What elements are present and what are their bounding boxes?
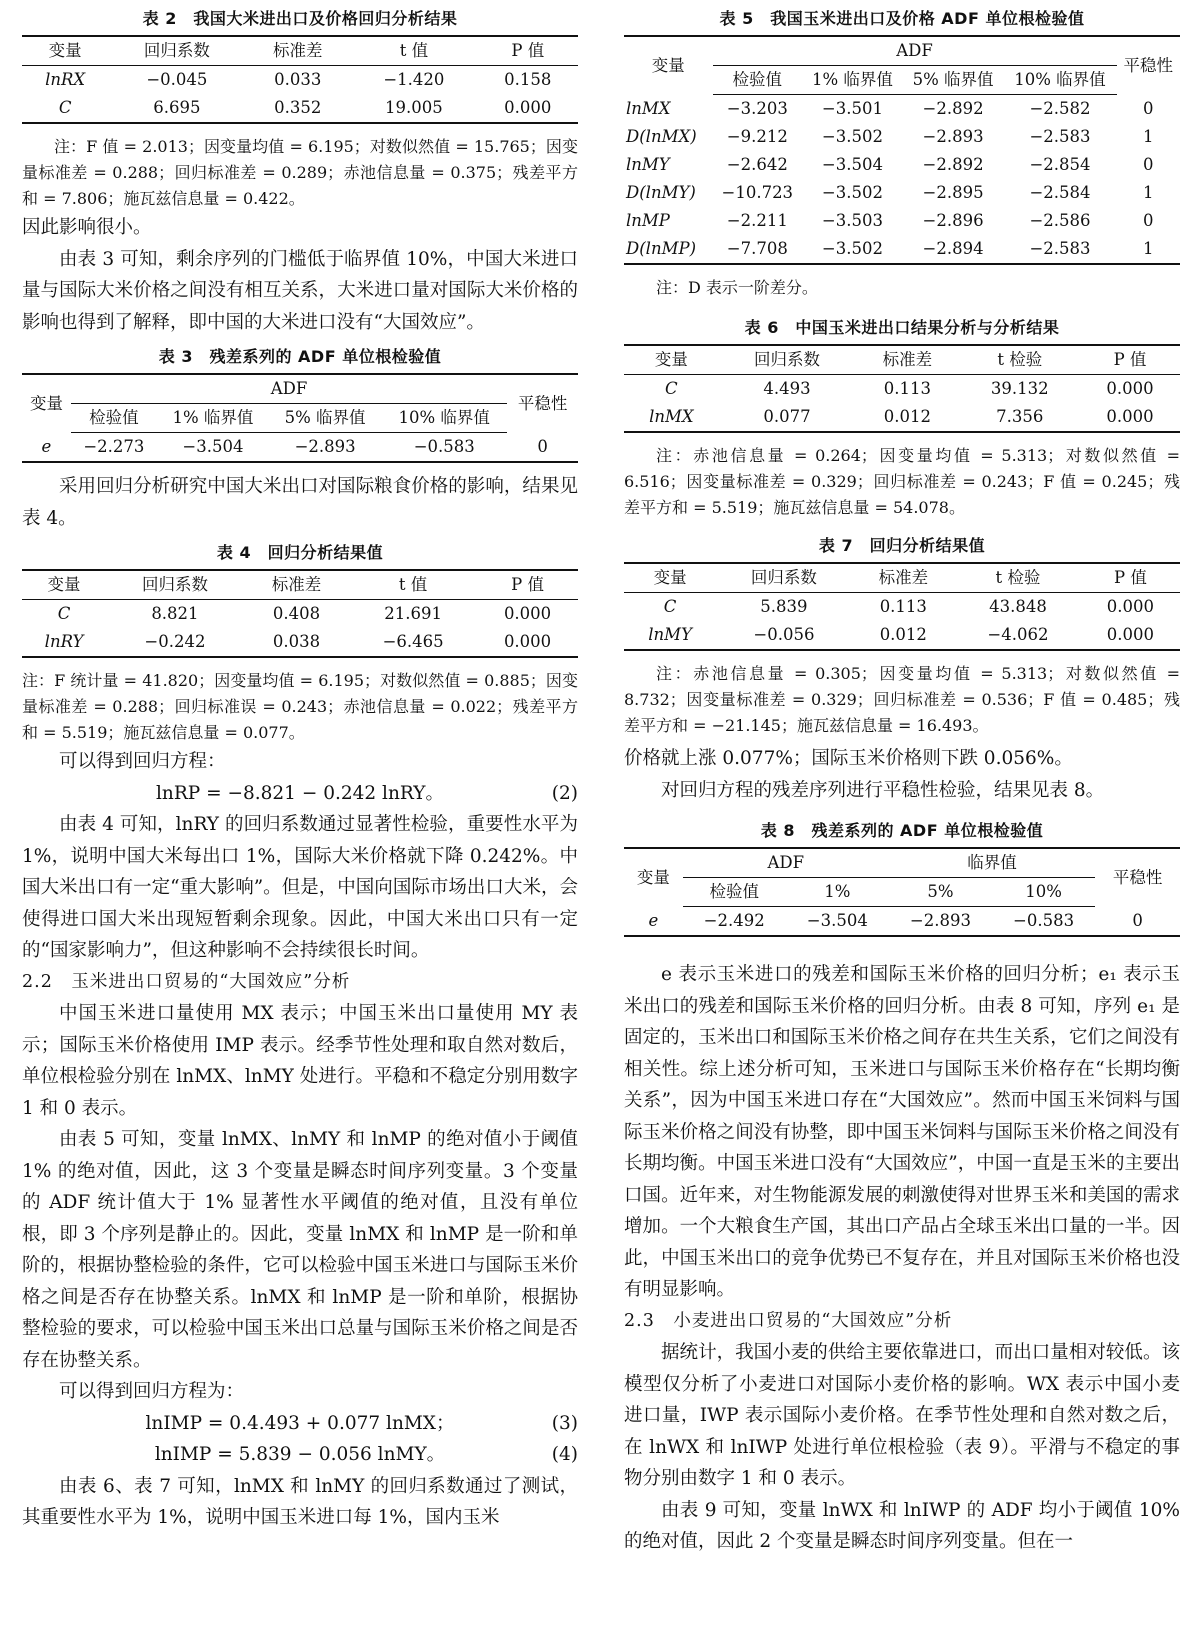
table-cell: −0.242 [106,628,244,657]
table7-caption: 表 7 回归分析结果值 [818,536,986,555]
table-cell: 4.493 [763,379,811,398]
table2-header: 变量 [22,36,108,66]
table-cell: 1 [1143,127,1154,146]
paragraph: 据统计，我国小麦的供给主要依靠进口，而出口量相对较低。该模型仅分析了小麦进口对国际小麦价格的影响。WX 表示中国小麦进口量，IWP 表示国际小麦价格。在季节性处理和自然对数之后，在 lnWX 和 lnIWP 处进行单位根检验（表 9）。平滑与不稳定的事物分别由数字 1 和 0 表示。 [624,1342,1180,1489]
table-cell: 0.000 [1080,403,1180,432]
table-cell: −2.893 [269,433,381,463]
table-cell: −1.420 [383,70,445,89]
table-cell: 0.000 [503,604,552,623]
table4-caption: 表 4 回归分析结果值 [216,543,384,562]
table-cell: 0.000 [1106,379,1154,398]
table5-header: 变量 [624,36,713,95]
table7-header: 标准差 [852,563,955,593]
table-cell: −3.501 [821,99,883,118]
table4-note: 注：F 统计量 = 41.820；因变量均值 = 6.195；对数似然值 = 0.885；因变量标准差 = 0.288；回归标准误 = 0.243；赤池信息量 = 0.022；残差平方和 = 5.519；施瓦兹信息量 = 0.077。 [22,671,578,742]
table-cell: −2.893 [889,907,992,937]
table6-header: P 值 [1080,345,1180,375]
table-cell: −3.502 [821,183,883,202]
table8-header: 临界值 [889,848,1095,878]
table-cell: 0.038 [244,628,349,657]
table7-note: 注：赤池信息量 = 0.305；因变量均值 = 5.313；对数似然值 = 8.732；因变量标准差 = 0.329；回归标准差 = 0.536；F 值 = 0.485；残差平方和 = −21.145；施瓦兹信息量 = 16.493。 [624,664,1180,735]
table-cell: −10.723 [721,183,794,202]
table8-subheader: 10% [992,878,1095,907]
table4-header: 标准差 [244,570,349,600]
table7-header: P 值 [1081,563,1180,593]
table5-note: 注：D 表示一阶差分。 [656,278,818,297]
table6-caption: 表 6 中国玉米进出口结果分析与分析结果 [744,318,1060,337]
paragraph: 因此影响很小。 [22,217,152,238]
table-cell: −7.708 [713,235,803,264]
table-cell: 0 [1143,211,1154,230]
table5-subheader: 检验值 [713,66,803,95]
table-cell: lnMP [626,211,670,230]
table-cell: lnRY [22,628,106,657]
table-cell: −2.582 [1029,99,1091,118]
table-cell: 21.691 [384,604,442,623]
table2 [22,35,578,124]
table-cell: −3.502 [802,235,903,264]
equation-3 [22,1408,578,1440]
table-row [624,403,1180,432]
table6-header: 标准差 [855,345,959,375]
table-cell: −3.503 [821,211,883,230]
table-cell: −0.045 [146,70,208,89]
table4 [22,569,578,658]
table-cell: 0.000 [1081,621,1180,650]
table-row [624,235,1180,264]
right-column [624,0,1180,1558]
section-heading: 2.3 小麦进出口贸易的“大国效应”分析 [624,1310,953,1331]
table-row [624,179,1180,207]
paragraph: 对回归方程的残差序列进行平稳性检验，结果见表 8。 [661,779,1105,801]
table6-note: 注：赤池信息量 = 0.264；因变量均值 = 5.313；对数似然值 = 6.516；因变量标准差 = 0.329；回归标准差 = 0.243；F 值 = 0.245；残差平方和 = 5.519；施瓦兹信息量 = 54.078。 [624,446,1180,517]
table-row [22,94,578,123]
table-cell: D(lnMX) [626,127,697,146]
table-cell: 1 [1117,235,1180,264]
table-cell: −2.894 [903,235,1004,264]
table2-header: 回归系数 [108,36,245,66]
table-row [22,66,578,95]
table3-subheader: 10% 临界值 [381,404,507,433]
equation-number: (3) [551,1412,578,1434]
table-cell: D(lnMP) [624,235,713,264]
table5-subheader: 1% 临界值 [802,66,903,95]
table-cell: lnMX [626,98,671,118]
table6-header: 变量 [624,345,719,375]
table-cell: 0 [1143,98,1154,118]
table-cell: lnMY [626,155,670,174]
table-cell: −3.203 [726,99,788,118]
table-cell: −2.492 [683,907,786,937]
paragraph: 由表 9 可知，变量 lnWX 和 lnIWP 的 ADF 均小于阈值 10% 的绝对值，因此 2 个变量是瞬态时间序列变量。但在一 [624,1499,1180,1552]
paragraph: 由表 5 可知，变量 lnMX、lnMY 和 lnMP 的绝对值小于阈值 1% 的绝对值，因此，这 3 个变量是瞬态时间序列变量。3 个变量的 ADF 统计值大于 1% 显著性水平阈值的绝对值，且没有单位根，即 3 个序列是静止的。因此，变量 lnMX 和 lnMP 是一阶和单阶的，根据协整检验的条件，它可以检验中国玉米进口与国际玉米价格之间是否存在协整关系。lnMX 和 lnMP 是一阶和单阶，根据协整检验的要求，可以检验中国玉米出口总量与国际玉米价格之间是否存在协整关系。 [22,1129,578,1371]
section-heading: 2.2 玉米进出口贸易的“大国效应”分析 [22,971,351,992]
equation-number: (4) [551,1444,578,1465]
table-cell: −3.504 [157,433,269,463]
table6-header: 回归系数 [719,345,856,375]
table5-subheader: 10% 临界值 [1003,66,1116,95]
table6 [624,344,1180,433]
table-cell: −9.212 [726,127,788,146]
table6-header: t 检验 [960,345,1080,375]
table-cell: −2.584 [1029,183,1091,202]
table-cell: 8.821 [151,604,199,623]
table5-header: ADF [713,36,1117,66]
table-cell: −2.892 [922,155,984,174]
paragraph: 由表 4 可知，lnRY 的回归系数通过显著性检验，重要性水平为 1%，说明中国大米每出口 1%，国际大米价格就下降 0.242%。中国大米出口有一定“重大影响”。但是，中国向国际市场出口大米，会使得进口国大米出现短暂剩余现象。因此，中国大米出口只有一定的“国家影响力”，但这种影响不会持续很长时间。 [22,814,578,961]
table3-header: 平稳性 [507,374,578,433]
table7-header: 回归系数 [716,563,851,593]
table-row [624,593,1180,622]
table-cell: 0 [507,433,578,463]
paragraph: 采用回归分析研究中国大米出口对国际粮食价格的影响，结果见表 4。 [22,476,578,529]
paragraph: 可以得到回归方程： [59,751,226,772]
table-cell: −2.583 [1003,235,1116,264]
table8 [624,847,1180,937]
paragraph: 价格就上涨 0.077%；国际玉米价格则下跌 0.056%。 [624,748,1073,769]
table-row [624,123,1180,151]
table-cell: −2.895 [922,183,984,202]
table7 [624,562,1180,651]
table-row [22,600,578,629]
table-cell: 0.352 [245,94,350,123]
table-row [624,207,1180,235]
table3-header: ADF [71,374,507,404]
table-cell: −2.893 [922,127,984,146]
equation-4 [22,1439,578,1471]
table8-subheader: 1% [786,878,889,907]
table2-header: 标准差 [245,36,350,66]
table-cell: −3.504 [786,907,889,937]
table-row [624,151,1180,179]
table8-subheader: 检验值 [683,878,786,907]
paragraph: 可以得到回归方程为： [59,1381,245,1402]
table-cell: −0.056 [716,621,851,650]
table-cell: 0 [1143,155,1154,174]
table-cell: −2.211 [726,211,788,230]
equation-2 [22,778,578,810]
table8-header: ADF [683,848,889,878]
table-cell: 0.000 [477,628,578,657]
table-row [624,375,1180,404]
table3-subheader: 5% 临界值 [269,404,381,433]
table8-header: 平稳性 [1095,848,1180,907]
table-cell: D(lnMY) [626,183,696,202]
table-cell: −2.854 [1029,155,1091,174]
table7-header: 变量 [624,563,716,593]
equation-number: (2) [551,782,578,804]
table7-header: t 检验 [955,563,1081,593]
table-cell: 0.000 [1106,597,1155,616]
paragraph: 由表 6、表 7 可知，lnMX 和 lnMY 的回归系数通过了测试，其重要性水平为 1%，说明中国玉米进口每 1%，国内玉米 [22,1475,578,1528]
table-cell: 7.356 [960,403,1080,432]
table-cell: −4.062 [955,621,1081,650]
table-cell: −0.583 [381,433,507,463]
table-cell: lnMX [624,403,719,432]
paragraph: 中国玉米进口量使用 MX 表示；中国玉米出口量使用 MY 表示；国际玉米价格使用 IMP 表示。经季节性处理和取自然对数后，单位根检验分别在 lnMX、lnMY 处进行。平稳和不稳定分别用数字 1 和 0 表示。 [22,1003,578,1119]
table-cell: 0 [1095,907,1180,937]
table-cell: −2.896 [922,211,984,230]
equation-text: lnIMP = 0.4.493 + 0.077 lnMX； [145,1412,455,1434]
table-cell: 6.695 [108,94,245,123]
table3-subheader: 检验值 [71,404,157,433]
paragraph: 由表 3 可知，剩余序列的门槛低于临界值 10%，中国大米进口量与国际大米价格之间没有相互关系，大米进口量对国际大米价格的影响也得到了解释，即中国的大米进口没有“大国效应”。 [22,248,578,333]
table-row [22,628,578,657]
table-cell: −3.502 [821,127,883,146]
table4-header: t 值 [349,570,477,600]
table-cell: 0.000 [478,94,578,123]
equation-text: lnIMP = 5.839 − 0.056 lnMY。 [154,1444,446,1465]
table-cell: −0.583 [992,907,1095,937]
table-cell: 1 [1143,183,1154,202]
table-cell: e [22,433,71,463]
table-cell: 0.012 [852,621,955,650]
table-cell: −2.273 [71,433,157,463]
table4-header: 回归系数 [106,570,244,600]
table-cell: 43.848 [989,597,1047,616]
table-cell: 0.077 [719,403,856,432]
paragraph: e 表示玉米进口的残差和国际玉米价格的回归分析；e₁ 表示玉米出口的残差和国际玉米价格的回归分析。由表 8 可知，序列 e₁ 是固定的，玉米出口和国际玉米价格之间存在共生关系，它们之间没有相关性。综上述分析可知，玉米进口与国际玉米价格存在“长期均衡关系”，因为中国玉米进口存在“大国效应”。然而中国玉米饲料与国际玉米价格之间没有协整，即中国玉米饲料与国际玉米价格之间没有长期均衡。中国玉米进口没有“大国效应”，中国一直是玉米的主要出口国。近年来，对生物能源发展的刺激使得对世界玉米和美国的需求增加。一个大粮食生产国，其出口产品占全球玉米出口量的一半。因此，中国玉米出口的竞争优势已不复存在，并且对国际玉米价格也没有明显影响。 [624,964,1180,1300]
table8-subheader: 5% [889,878,992,907]
table3-caption: 表 3 残差系列的 ADF 单位根检验值 [158,347,442,366]
table2-header: P 值 [478,36,578,66]
table4-header: 变量 [22,570,106,600]
table-row [624,907,1180,937]
table-cell: 0.033 [274,70,322,89]
table8-header: 变量 [624,848,683,907]
table-cell: C [57,604,71,623]
left-column [22,0,578,1534]
table8-caption: 表 8 残差系列的 ADF 单位根检验值 [760,821,1044,840]
table-cell: −2.892 [922,99,984,118]
table-cell: 0.158 [504,70,552,89]
table2-header: t 值 [350,36,477,66]
table-cell: C [22,94,108,123]
table-row [22,433,578,463]
table-row [624,95,1180,124]
table5-caption: 表 5 我国玉米进出口及价格 ADF 单位根检验值 [719,9,1085,28]
table2-caption: 表 2 我国大米进出口及价格回归分析结果 [142,9,458,28]
table4-header: P 值 [477,570,578,600]
table-cell: 0.113 [879,597,927,616]
equation-text: lnRP = −8.821 − 0.242 lnRY。 [156,782,444,804]
table-cell: C [663,597,677,616]
table-cell: lnRX [45,70,86,89]
table-cell: 39.132 [990,379,1049,398]
table-cell: −2.586 [1029,211,1091,230]
table5-subheader: 5% 临界值 [903,66,1004,95]
table-cell: 0.408 [272,604,321,623]
table3-header: 变量 [22,374,71,433]
table5-header: 平稳性 [1117,36,1180,95]
table-cell: C [665,379,678,398]
table-cell: 5.839 [760,597,808,616]
table2-note: 注：F 值 = 2.013；因变量均值 = 6.195；对数似然值 = 15.765；因变量标准差 = 0.288；回归标准差 = 0.289；赤池信息量 = 0.375；残差平方和 = 7.806；施瓦兹信息量 = 0.422。 [22,137,578,208]
table-cell: 0.012 [855,403,959,432]
table-cell: 0.113 [883,379,932,398]
table-cell: 19.005 [350,94,477,123]
table5 [624,35,1180,265]
table-cell: −3.504 [821,155,883,174]
table-cell: lnMY [624,621,716,650]
table-cell: −2.642 [726,155,788,174]
table-cell: e [624,907,683,937]
table-row [624,621,1180,650]
table3-subheader: 1% 临界值 [157,404,269,433]
table-cell: −2.583 [1029,127,1091,146]
table3 [22,373,578,463]
table-cell: −6.465 [349,628,477,657]
